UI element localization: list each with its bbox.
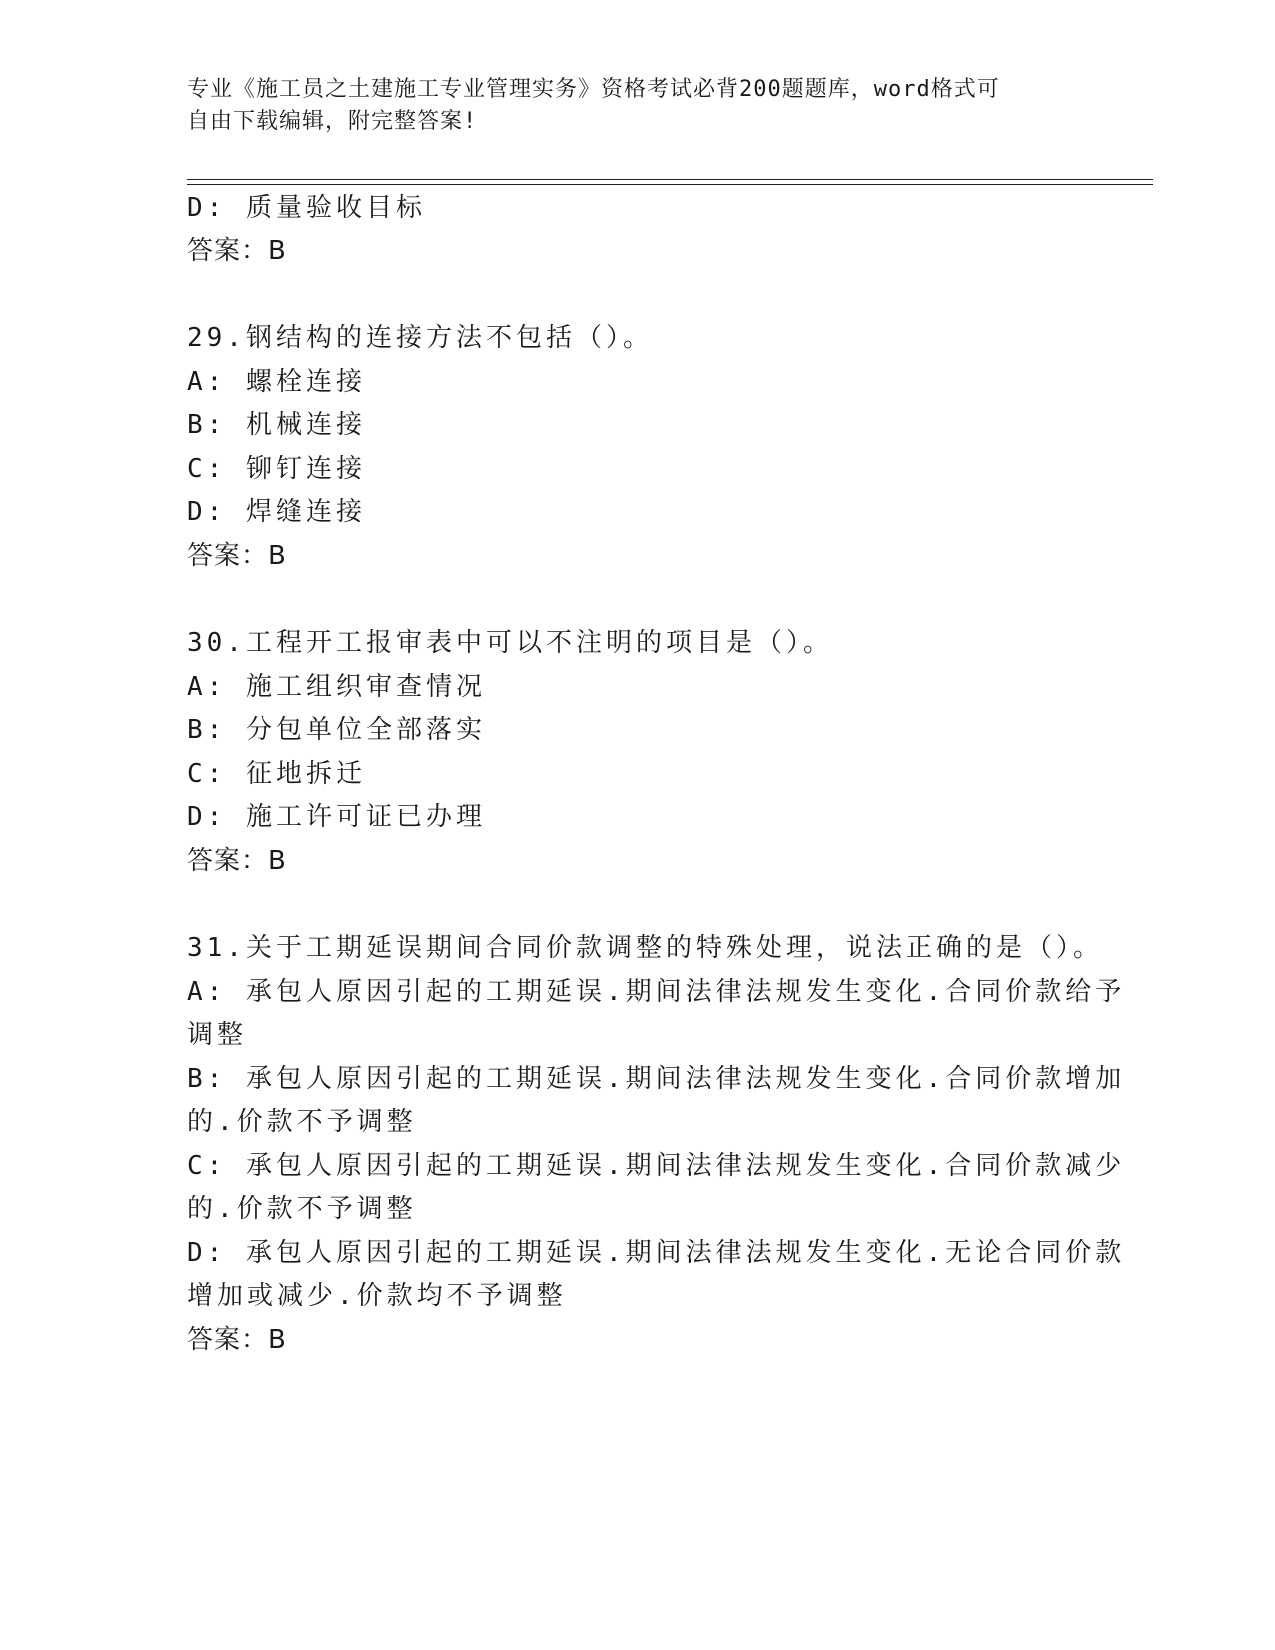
question-29-option-a: A: 螺栓连接 — [187, 367, 366, 397]
header-line-2: 自由下载编辑，附完整答案! — [187, 109, 478, 134]
question-31-stem: 31.关于工期延误期间合同价款调整的特殊处理，说法正确的是（）。 — [187, 933, 1103, 963]
question-30-option-d: D: 施工许可证已办理 — [187, 802, 486, 832]
question-31-option-c-line2: 的.价款不予调整 — [187, 1194, 417, 1224]
question-31-option-a-line1: A: 承包人原因引起的工期延误.期间法律法规发生变化.合同价款给予 — [187, 977, 1126, 1007]
question-30-option-a: A: 施工组织审查情况 — [187, 672, 486, 702]
question-30-option-c: C: 征地拆迁 — [187, 759, 366, 789]
header-line-1: 专业《施工员之土建施工专业管理实务》资格考试必背200题题库，word格式可 — [187, 77, 1000, 102]
prev-option-d: D: 质量验收目标 — [187, 193, 426, 223]
question-30-option-b: B: 分包单位全部落实 — [187, 715, 486, 745]
question-31-option-a-line2: 调整 — [187, 1020, 248, 1050]
header-divider-bottom — [187, 184, 1153, 185]
question-30-stem: 30.工程开工报审表中可以不注明的项目是（）。 — [187, 628, 833, 658]
question-29-answer: 答案：B — [187, 541, 287, 571]
question-31-option-d-line1: D: 承包人原因引起的工期延误.期间法律法规发生变化.无论合同价款 — [187, 1238, 1126, 1268]
header-divider-top — [187, 179, 1153, 180]
question-31-option-c-line1: C: 承包人原因引起的工期延误.期间法律法规发生变化.合同价款减少 — [187, 1151, 1126, 1181]
question-29-option-c: C: 铆钉连接 — [187, 454, 366, 484]
question-31-option-b-line2: 的.价款不予调整 — [187, 1107, 417, 1137]
question-29-stem: 29.钢结构的连接方法不包括（）。 — [187, 323, 653, 353]
question-29-option-b: B: 机械连接 — [187, 410, 366, 440]
document-header — [187, 74, 1067, 138]
question-31-option-d-line2: 增加或减少.价款均不予调整 — [187, 1281, 567, 1311]
question-30-answer: 答案：B — [187, 846, 287, 876]
question-31-option-b-line1: B: 承包人原因引起的工期延误.期间法律法规发生变化.合同价款增加 — [187, 1064, 1126, 1094]
question-29-option-d: D: 焊缝连接 — [187, 497, 366, 527]
prev-answer: 答案：B — [187, 236, 287, 266]
question-31-answer: 答案：B — [187, 1325, 287, 1355]
